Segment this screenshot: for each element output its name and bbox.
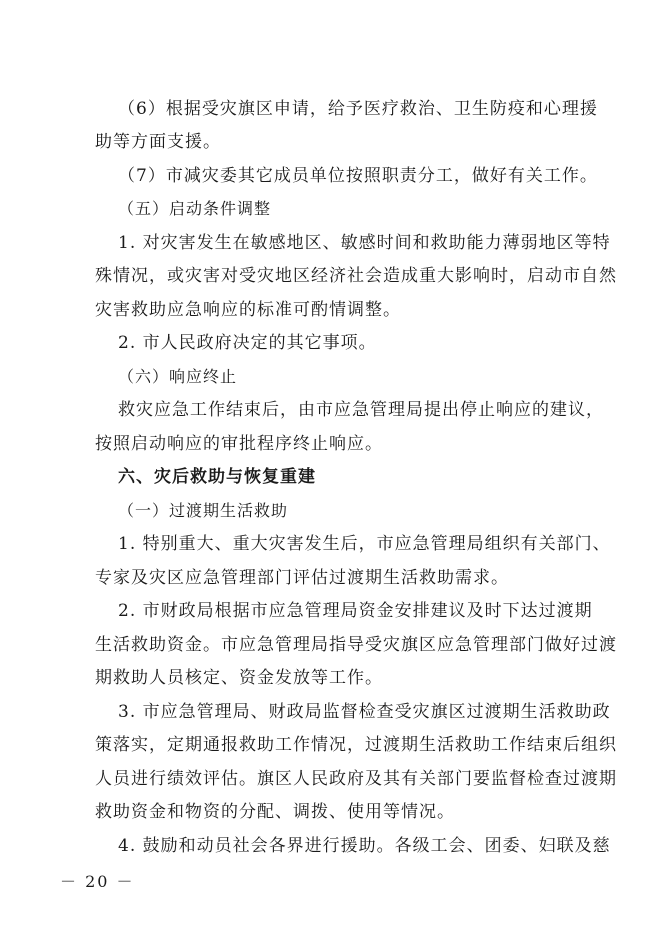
section-heading: （六）响应终止 [118,367,238,386]
paragraph-line: 助等方面支援。 [95,132,221,152]
paragraph-line: 1. 对灾害发生在敏感地区、敏感时间和救助能力薄弱地区等特 [118,233,611,253]
paragraph-line: 按照启动响应的审批程序终止响应。 [95,434,383,454]
paragraph-line: 1. 特别重大、重大灾害发生后，市应急管理局组织有关部门、 [118,534,611,554]
page-number: － 20 － [60,872,135,891]
paragraph-line: 策落实，定期通报救助工作情况，过渡期生活救助工作结束后组织 [95,735,617,755]
paragraph-line: 救灾应急工作结束后，由市应急管理局提出停止响应的建议， [118,400,604,420]
paragraph-line: 期救助人员核定、资金发放等工作。 [95,668,383,688]
paragraph-line: 4. 鼓励和动员社会各界进行援助。各级工会、团委、妇联及慈 [118,836,611,856]
paragraph-line: （7）市减灾委其它成员单位按照职责分工，做好有关工作。 [118,166,598,186]
paragraph-line: 生活救助资金。市应急管理局指导受灾旗区应急管理部门做好过渡 [95,635,617,655]
paragraph-line: 专家及灾区应急管理部门评估过渡期生活救助需求。 [95,568,509,588]
paragraph-line: 灾害救助应急响应的标准可酌情调整。 [95,300,401,320]
paragraph-line: 救助资金和物资的分配、调拨、使用等情况。 [95,802,455,822]
section-heading: （五）启动条件调整 [118,199,272,218]
paragraph-line: 3. 市应急管理局、财政局监督检查受灾旗区过渡期生活救助政 [118,702,611,722]
paragraph-line: 殊情况，或灾害对受灾地区经济社会造成重大影响时，启动市自然 [95,266,617,286]
paragraph-line: （6）根据受灾旗区申请，给予医疗救治、卫生防疫和心理援 [118,99,598,119]
section-heading: （一）过渡期生活救助 [118,501,289,520]
paragraph-line: 2. 市财政局根据市应急管理局资金安排建议及时下达过渡期 [118,601,593,621]
paragraph-line: 人员进行绩效评估。旗区人民政府及其有关部门要监督检查过渡期 [95,769,617,789]
paragraph-line: 2. 市人民政府决定的其它事项。 [118,333,377,353]
chapter-heading: 六、灾后救助与恢复重建 [118,467,316,487]
